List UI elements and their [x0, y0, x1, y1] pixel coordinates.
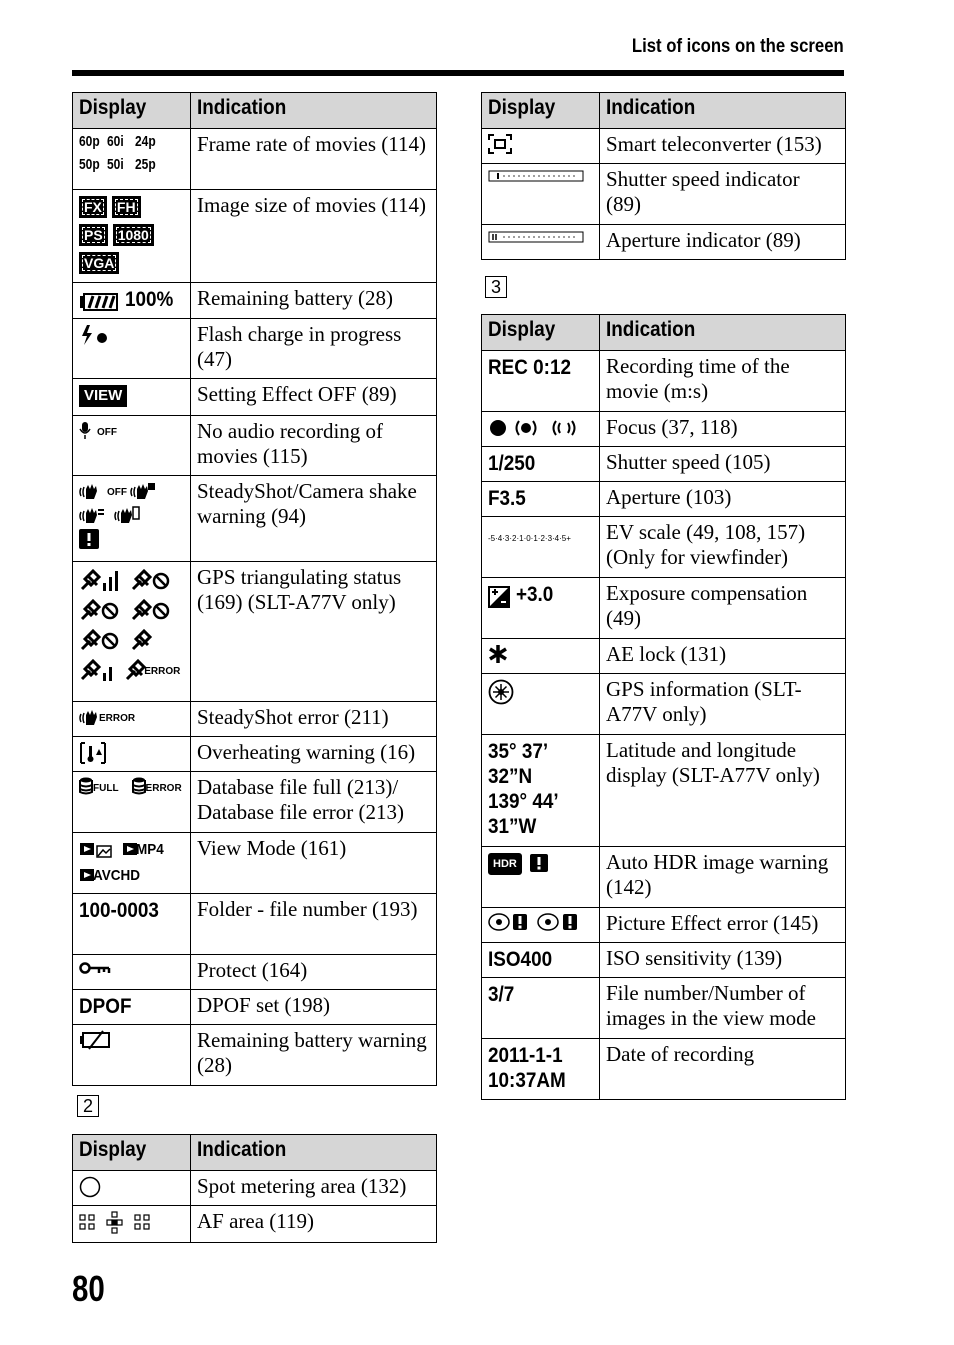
table-row [73, 1171, 437, 1206]
indication-column-header: Indication [600, 315, 846, 351]
indication-cell: Aperture (103) [600, 482, 846, 517]
overheating-cell [73, 737, 191, 772]
battery-cell: 100% [73, 283, 191, 319]
indication-cell: SteadyShot error (211) [191, 702, 437, 737]
dpof-cell: DPOF [73, 990, 191, 1025]
indication-cell: File number/Number of images in the view mode [600, 978, 846, 1039]
iso-cell: ISO400 [482, 943, 600, 978]
table-row [482, 447, 846, 482]
table-header [482, 315, 846, 351]
table-row [73, 562, 437, 702]
indication-cell: Picture Effect error (145) [600, 908, 846, 943]
table-row [482, 482, 846, 517]
image-size-icons: FX FH PS 1080 VGA [73, 190, 191, 283]
table-row [73, 955, 437, 990]
table-row [482, 847, 846, 908]
display-column-header: Display [482, 315, 600, 351]
indication-cell: Image size of movies (114) [191, 190, 437, 283]
table-row [73, 379, 437, 416]
indication-cell: Focus (37, 118) [600, 412, 846, 447]
overheating-icon [79, 742, 107, 764]
indication-cell: AF area (119) [191, 1206, 437, 1243]
indication-cell: Exposure compensation (49) [600, 578, 846, 639]
gps-no-signal-icon [130, 567, 172, 593]
table-row [482, 943, 846, 978]
gps-no-signal-icon [79, 627, 121, 653]
table-row [73, 283, 437, 319]
indication-cell: AE lock (131) [600, 639, 846, 674]
steadyshot-error-icon [79, 707, 99, 727]
aperture-indicator-icon [488, 230, 584, 244]
table-row [482, 735, 846, 847]
gps-weak-signal-icon [79, 657, 115, 683]
indication-cell: DPOF set (198) [191, 990, 437, 1025]
table-header [482, 93, 846, 129]
ev-scale-cell [482, 517, 600, 578]
smart-teleconverter-icon [488, 134, 512, 154]
table-row [482, 908, 846, 943]
indication-cell: Folder - file number (193) [191, 894, 437, 955]
indication-cell: Shutter speed indicator (89) [600, 164, 846, 225]
focus-cell [482, 412, 600, 447]
rec-time-cell: REC 0:12 [482, 351, 600, 412]
table-row [482, 578, 846, 639]
table-row [73, 319, 437, 379]
view-cell [73, 379, 191, 416]
battery-icon [79, 293, 119, 311]
indication-cell: Spot metering area (132) [191, 1171, 437, 1206]
gps-error-icon [124, 657, 146, 683]
smart-teleconverter-cell [482, 129, 600, 164]
table-row [73, 129, 437, 190]
table-row [482, 1039, 846, 1100]
gps-info-icon [488, 679, 514, 705]
table-row [482, 129, 846, 164]
section-label-3: 3 [485, 276, 507, 298]
af-area-cell [73, 1206, 191, 1243]
shutter-speed-cell: 1/250 [482, 447, 600, 482]
table-row [73, 1025, 437, 1086]
table-row [482, 164, 846, 225]
view-mode-still-icon [79, 840, 113, 860]
table-row [482, 674, 846, 735]
indication-cell: Frame rate of movies (114) [191, 129, 437, 190]
view-mode-cell: MP4 AVCHD [73, 833, 191, 894]
indication-cell: Date of recording [600, 1039, 846, 1100]
table-row [73, 1206, 437, 1243]
hdr-warning-cell [482, 847, 600, 908]
indication-cell: Setting Effect OFF (89) [191, 379, 437, 416]
database-cell: FULL ERROR [73, 772, 191, 833]
table-row [482, 978, 846, 1039]
table-row [73, 702, 437, 737]
table-row [73, 894, 437, 955]
page-number: 80 [72, 1268, 105, 1309]
indication-column-header: Indication [191, 93, 437, 129]
view-icon: VIEW [79, 385, 127, 407]
indication-cell: Database file full (213)/ Database file error (213) [191, 772, 437, 833]
indication-cell: No audio recording of movies (115) [191, 416, 437, 476]
warning-icon [79, 529, 99, 549]
protect-key-icon [79, 960, 111, 976]
lat-long-cell: 35° 37’ 32”N 139° 44’ 31”W [482, 735, 600, 847]
gps-status-cell: ERROR [73, 562, 191, 702]
indication-cell: Protect (164) [191, 955, 437, 990]
exposure-comp-icon [488, 586, 510, 608]
indication-cell: SteadyShot/Camera shake warning (94) [191, 476, 437, 562]
indication-cell: Shutter speed (105) [600, 447, 846, 482]
hdr-icon: HDR [488, 853, 522, 875]
mic-off-icon [79, 421, 91, 441]
ae-lock-icon [488, 644, 508, 664]
mic-off-cell: OFF [73, 416, 191, 476]
indication-cell: Latitude and longitude display (SLT-A77V only) [600, 735, 846, 847]
gps-no-signal-icon [130, 597, 172, 623]
indication-cell: ISO sensitivity (139) [600, 943, 846, 978]
frame-rate-icons: 60p 60i 24p 50p 50i 25p [73, 129, 191, 190]
icon-table-2 [72, 1134, 437, 1243]
icon-table-3 [481, 92, 846, 260]
flash-charge-cell [73, 319, 191, 379]
shutter-speed-indicator-icon [488, 169, 584, 183]
protect-cell [73, 955, 191, 990]
shutter-indicator-cell [482, 164, 600, 225]
focus-icons [488, 417, 578, 439]
file-number-cell: 3/7 [482, 978, 600, 1039]
display-column-header: Display [482, 93, 600, 129]
table-row [482, 639, 846, 674]
database-error-icon [132, 777, 146, 797]
indication-cell: GPS information (SLT-A77V only) [600, 674, 846, 735]
indication-cell: GPS triangulating status (169) (SLT-A77V only) [191, 562, 437, 702]
icon-table-4 [481, 314, 846, 1100]
indication-cell: Remaining battery (28) [191, 283, 437, 319]
af-area-wide-icon [79, 1212, 97, 1234]
display-column-header: Display [73, 1135, 191, 1171]
table-row [73, 476, 437, 562]
exposure-comp-cell: +3.0 [482, 578, 600, 639]
picture-effect-error-icons [488, 913, 584, 931]
indication-cell: Smart teleconverter (153) [600, 129, 846, 164]
indication-cell: Aperture indicator (89) [600, 225, 846, 260]
steadyshot-error-cell: ERROR [73, 702, 191, 737]
table-row [73, 990, 437, 1025]
icon-table-1 [72, 92, 437, 1086]
indication-cell: Recording time of the movie (m:s) [600, 351, 846, 412]
indication-column-header: Indication [191, 1135, 437, 1171]
steadyshot-warning-icon [130, 481, 156, 501]
steadyshot-level-icon [79, 505, 105, 525]
database-full-icon [79, 777, 93, 797]
section-label-2: 2 [77, 1095, 99, 1117]
indication-cell: Flash charge in progress (47) [191, 319, 437, 379]
warning-icon [530, 854, 548, 872]
table-row [73, 833, 437, 894]
table-row [482, 412, 846, 447]
indication-cell: Remaining battery warning (28) [191, 1025, 437, 1086]
header-title: List of icons on the screen [632, 36, 844, 57]
header-rule [72, 70, 844, 76]
indication-cell: Auto HDR image warning (142) [600, 847, 846, 908]
gps-no-signal-icon [79, 597, 121, 623]
ae-lock-cell [482, 639, 600, 674]
aperture-cell: F3.5 [482, 482, 600, 517]
date-cell: 2011-1-1 10:37AM [482, 1039, 600, 1100]
battery-warning-icon [79, 1030, 111, 1050]
indication-cell: View Mode (161) [191, 833, 437, 894]
steadyshot-hand-icon [79, 481, 101, 501]
table-row [482, 351, 846, 412]
gps-satellite-icon [130, 627, 154, 653]
flash-charge-icon [79, 324, 111, 346]
folder-file-cell: 100-0003 [73, 894, 191, 955]
table-row [73, 737, 437, 772]
spot-metering-icon [79, 1176, 101, 1198]
gps-info-cell [482, 674, 600, 735]
gps-signal-icon [79, 567, 121, 593]
table-row [73, 772, 437, 833]
af-area-spot-icon [106, 1211, 124, 1235]
table-header [73, 1135, 437, 1171]
indication-cell: Overheating warning (16) [191, 737, 437, 772]
battery-warning-cell [73, 1025, 191, 1086]
steadyshot-cell: OFF [73, 476, 191, 562]
indication-column-header: Indication [600, 93, 846, 129]
picture-effect-error-cell [482, 908, 600, 943]
steadyshot-level2-icon [114, 505, 140, 525]
display-column-header: Display [73, 93, 191, 129]
af-area-local-icon [134, 1212, 152, 1234]
table-row [482, 517, 846, 578]
table-row [73, 416, 437, 476]
spot-metering-cell [73, 1171, 191, 1206]
ev-scale-icon: -5·4·3·2·1·0·1·2·3·4·5+ [488, 534, 571, 543]
table-row [482, 225, 846, 260]
table-row [73, 190, 437, 283]
aperture-indicator-cell [482, 225, 600, 260]
table-header [73, 93, 437, 129]
indication-cell: EV scale (49, 108, 157) (Only for viewfinder) [600, 517, 846, 578]
